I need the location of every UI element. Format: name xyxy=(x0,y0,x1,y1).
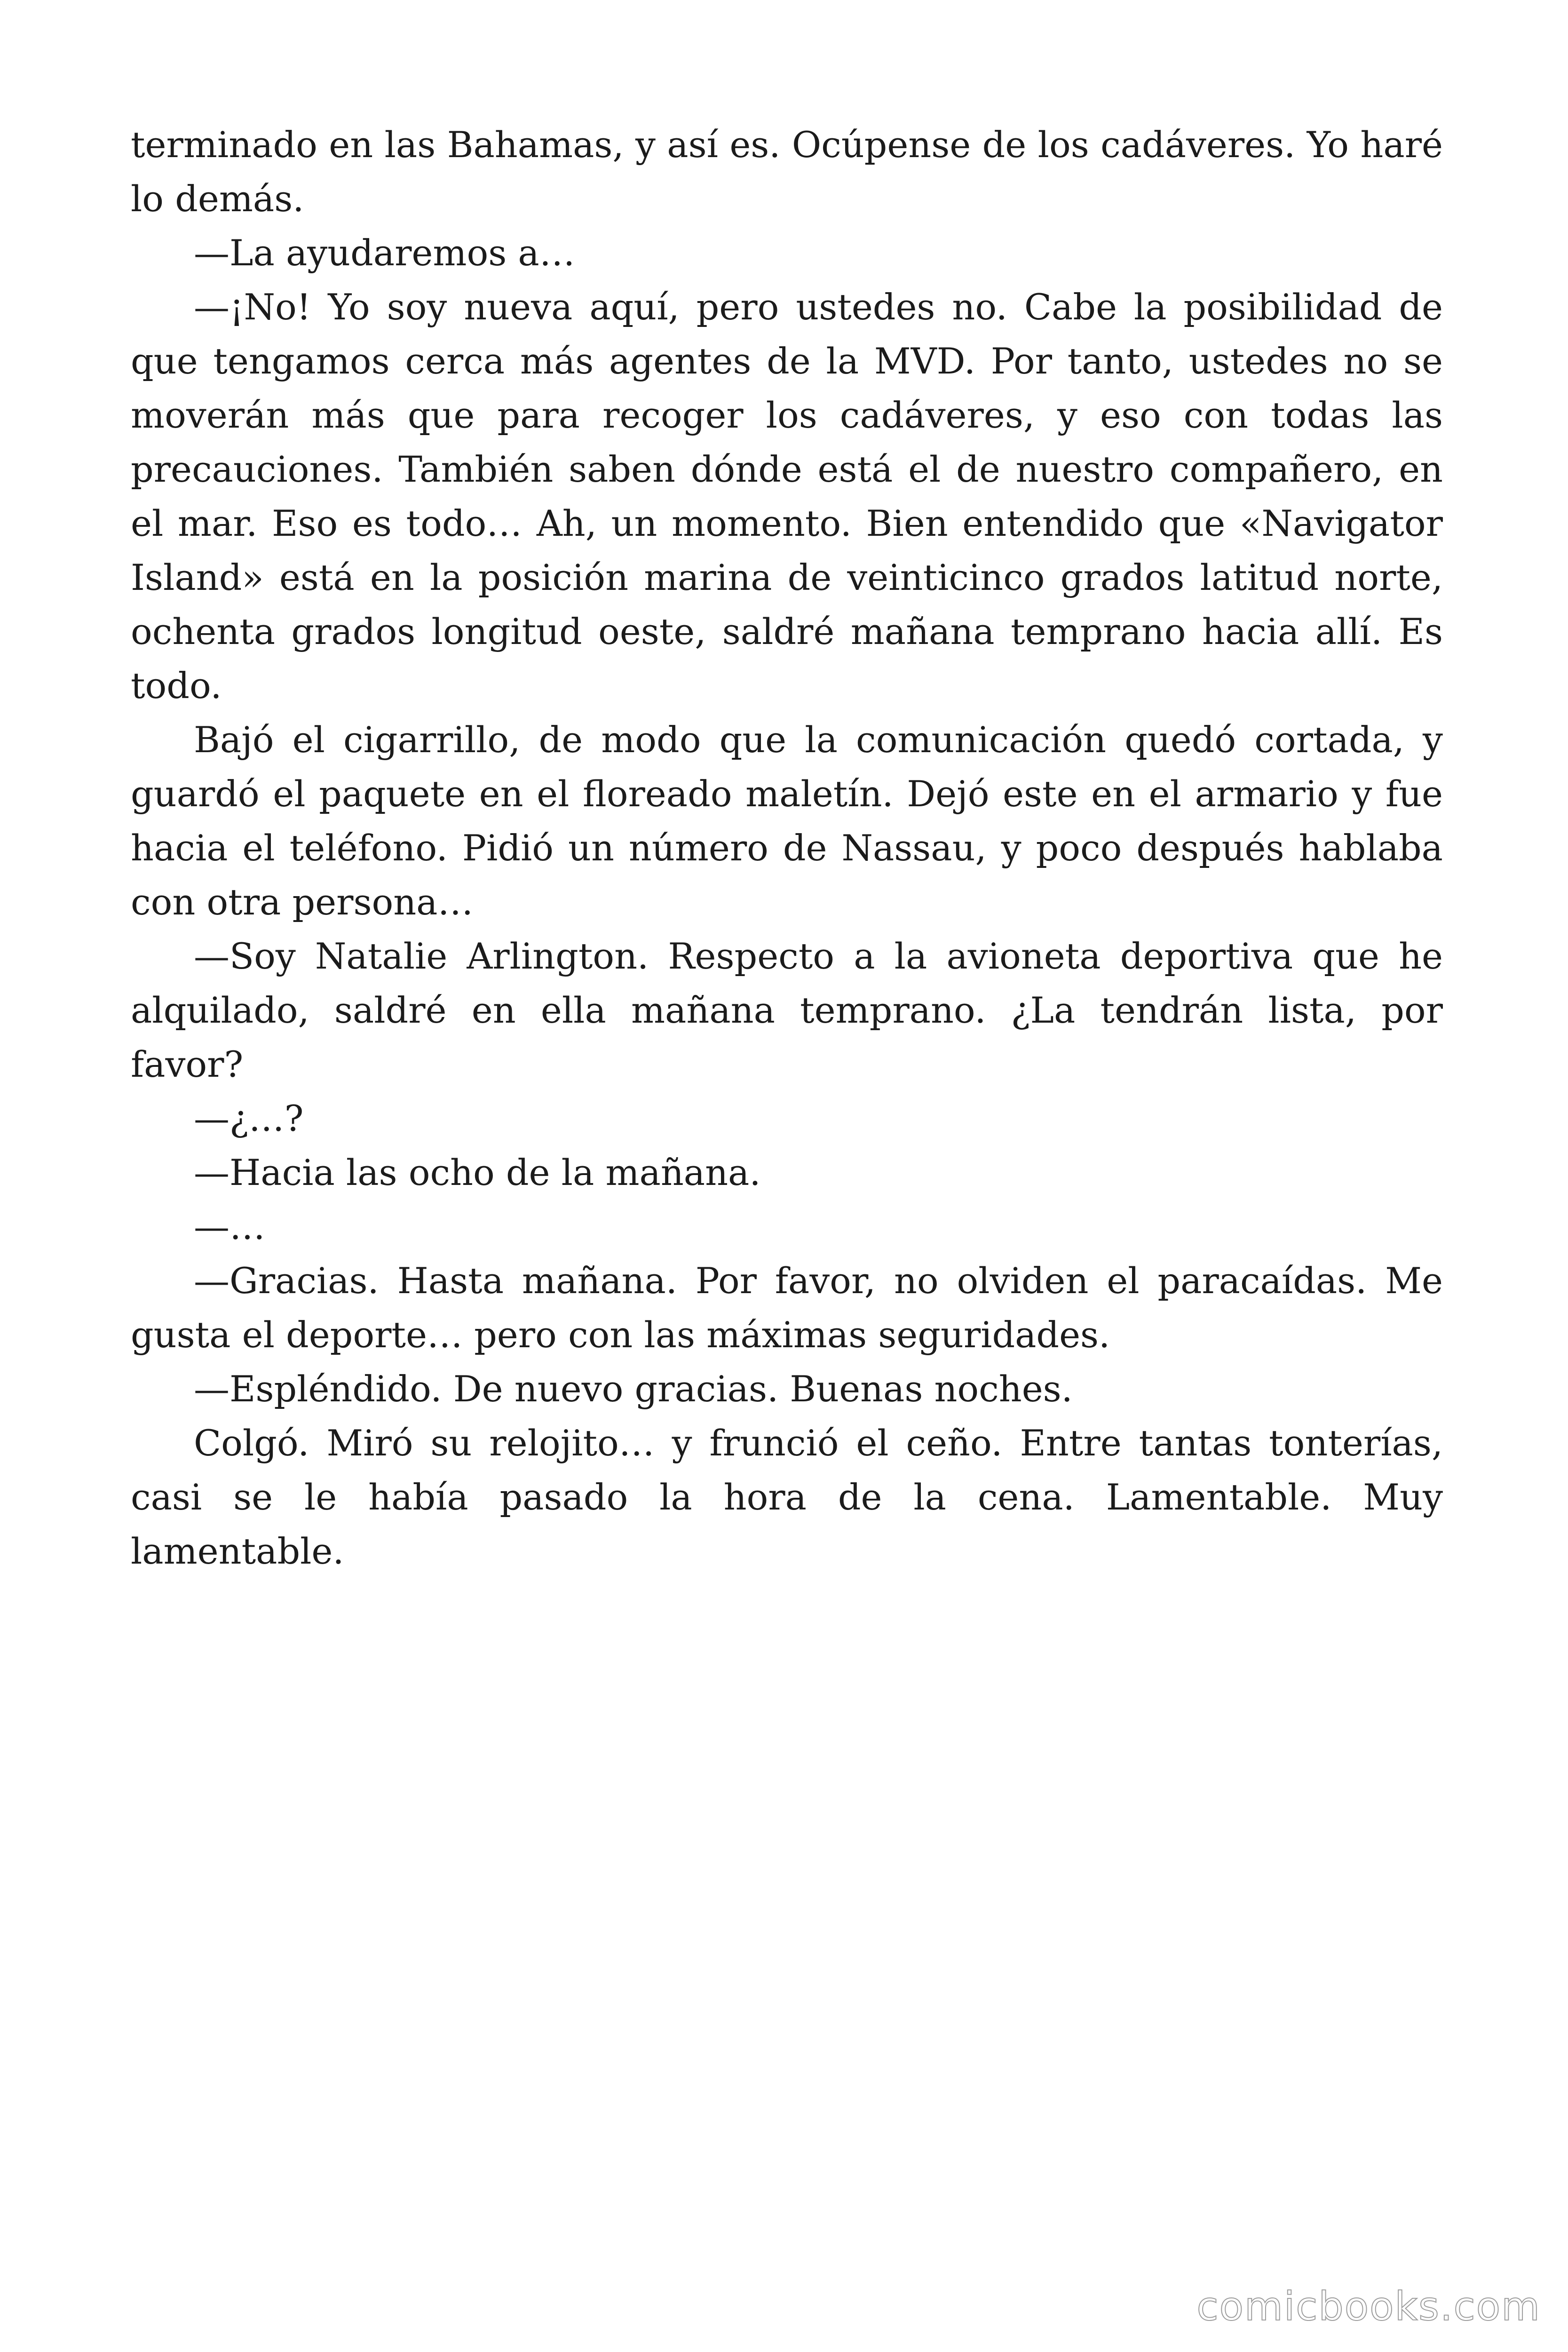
body-text xyxy=(131,118,1443,1578)
paragraph-dialogue: —¡No! Yo soy nueva aquí, pero ustedes no. Cabe la posibilidad de que tengamos cerca más agentes de la MVD. Por tanto, ustedes no se moverán más que para recoger los cadáveres, y eso con todas las precauciones. También saben dónde está el de nuestro compañero, en el mar. Eso es todo… Ah, un momento. Bien entendido que «Navigator Island» está en la posición marina de veinticinco grados latitud norte, ochenta grados longitud oeste, saldré mañana temprano hacia allí. Es todo. xyxy=(131,286,1443,707)
paragraph-narration: Colgó. Miró su relojito… y frunció el ceño. Entre tantas tonterías, casi se le había pasado la hora de la cena. Lamentable. Muy lamentable. xyxy=(131,1422,1443,1572)
paragraph-dialogue: —… xyxy=(194,1206,265,1248)
paragraph-narration: Bajó el cigarrillo, de modo que la comunicación quedó cortada, y guardó el paquete en el floreado maletín. Dejó este en el armario y fue hacia el teléfono. Pidió un número de Nassau, y poco después hablaba con otra persona… xyxy=(131,719,1443,923)
paragraph-dialogue: —Gracias. Hasta mañana. Por favor, no olviden el paracaídas. Me gusta el deporte… pero con las máximas seguridades. xyxy=(131,1260,1443,1356)
paragraph-dialogue: —Espléndido. De nuevo gracias. Buenas noches. xyxy=(194,1368,1073,1410)
paragraph-dialogue: —Soy Natalie Arlington. Respecto a la avioneta deportiva que he alquilado, saldré en ella mañana temprano. ¿La tendrán lista, por favor? xyxy=(131,935,1443,1085)
paragraph-dialogue: —¿…? xyxy=(194,1097,304,1139)
paragraph-continuation: terminado en las Bahamas, y así es. Ocúpense de los cadáveres. Yo haré lo demás. xyxy=(131,124,1443,220)
paragraph-dialogue: —Hacia las ocho de la mañana. xyxy=(194,1152,761,1193)
watermark: comicbooks.com xyxy=(1196,2283,1541,2329)
paragraph-dialogue: —La ayudaremos a… xyxy=(194,232,575,274)
